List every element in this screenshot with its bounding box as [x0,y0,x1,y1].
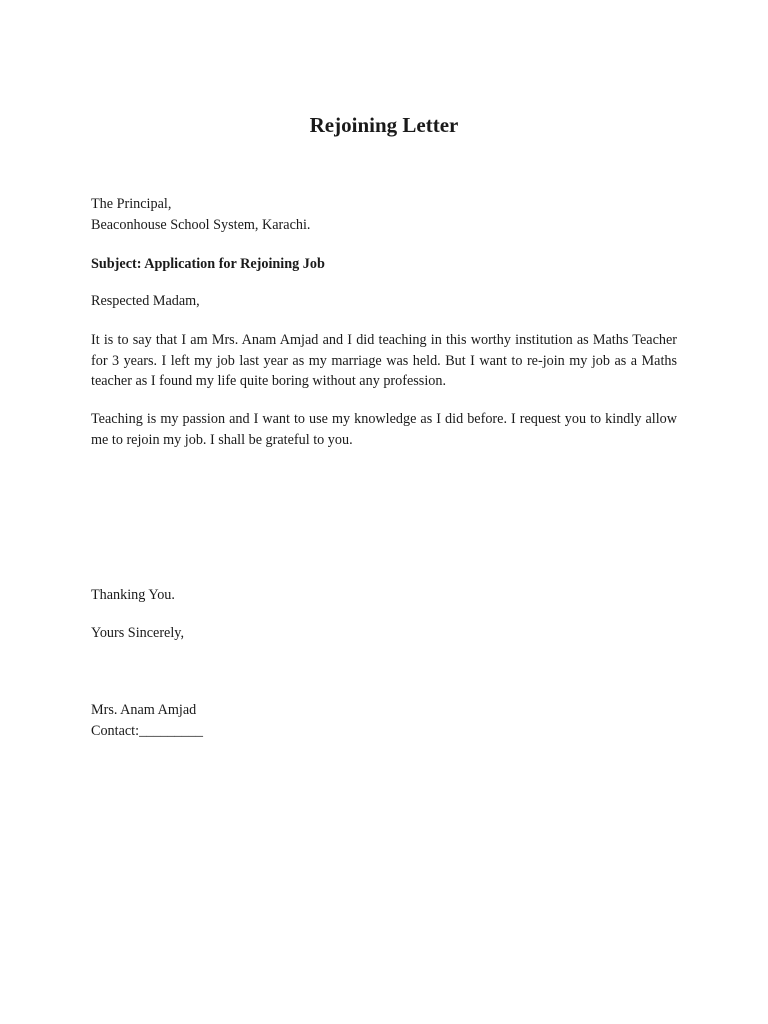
paragraph-1: It is to say that I am Mrs. Anam Amjad and I did teaching in this worthy institution as Maths Teacher for 3 years. I left my job last year as my marriage was held. But I want to re-join my job as a Maths teacher as I found my life quite boring without any profession. [91,332,677,389]
recipient-line-1: The Principal, [91,196,172,212]
closing-thanks: Thanking You. [91,587,175,603]
closing-sincerely: Yours Sincerely, [91,625,185,641]
signature-block [91,700,677,741]
signature-contact: Contact:_________ [91,722,203,739]
paragraph-2: Teaching is my passion and I want to use my knowledge as I did before. I request you to kindly allow me to rejoin my job. I shall be grateful to you. [91,411,677,448]
recipient-block [91,194,677,235]
signature-name: Mrs. Anam Amjad [91,702,197,718]
subject-line: Subject: Application for Rejoining Job [91,256,325,272]
letter-title: Rejoining Letter [309,113,459,137]
salutation: Respected Madam, [91,293,200,309]
recipient-line-2: Beaconhouse School System, Karachi. [91,216,311,233]
